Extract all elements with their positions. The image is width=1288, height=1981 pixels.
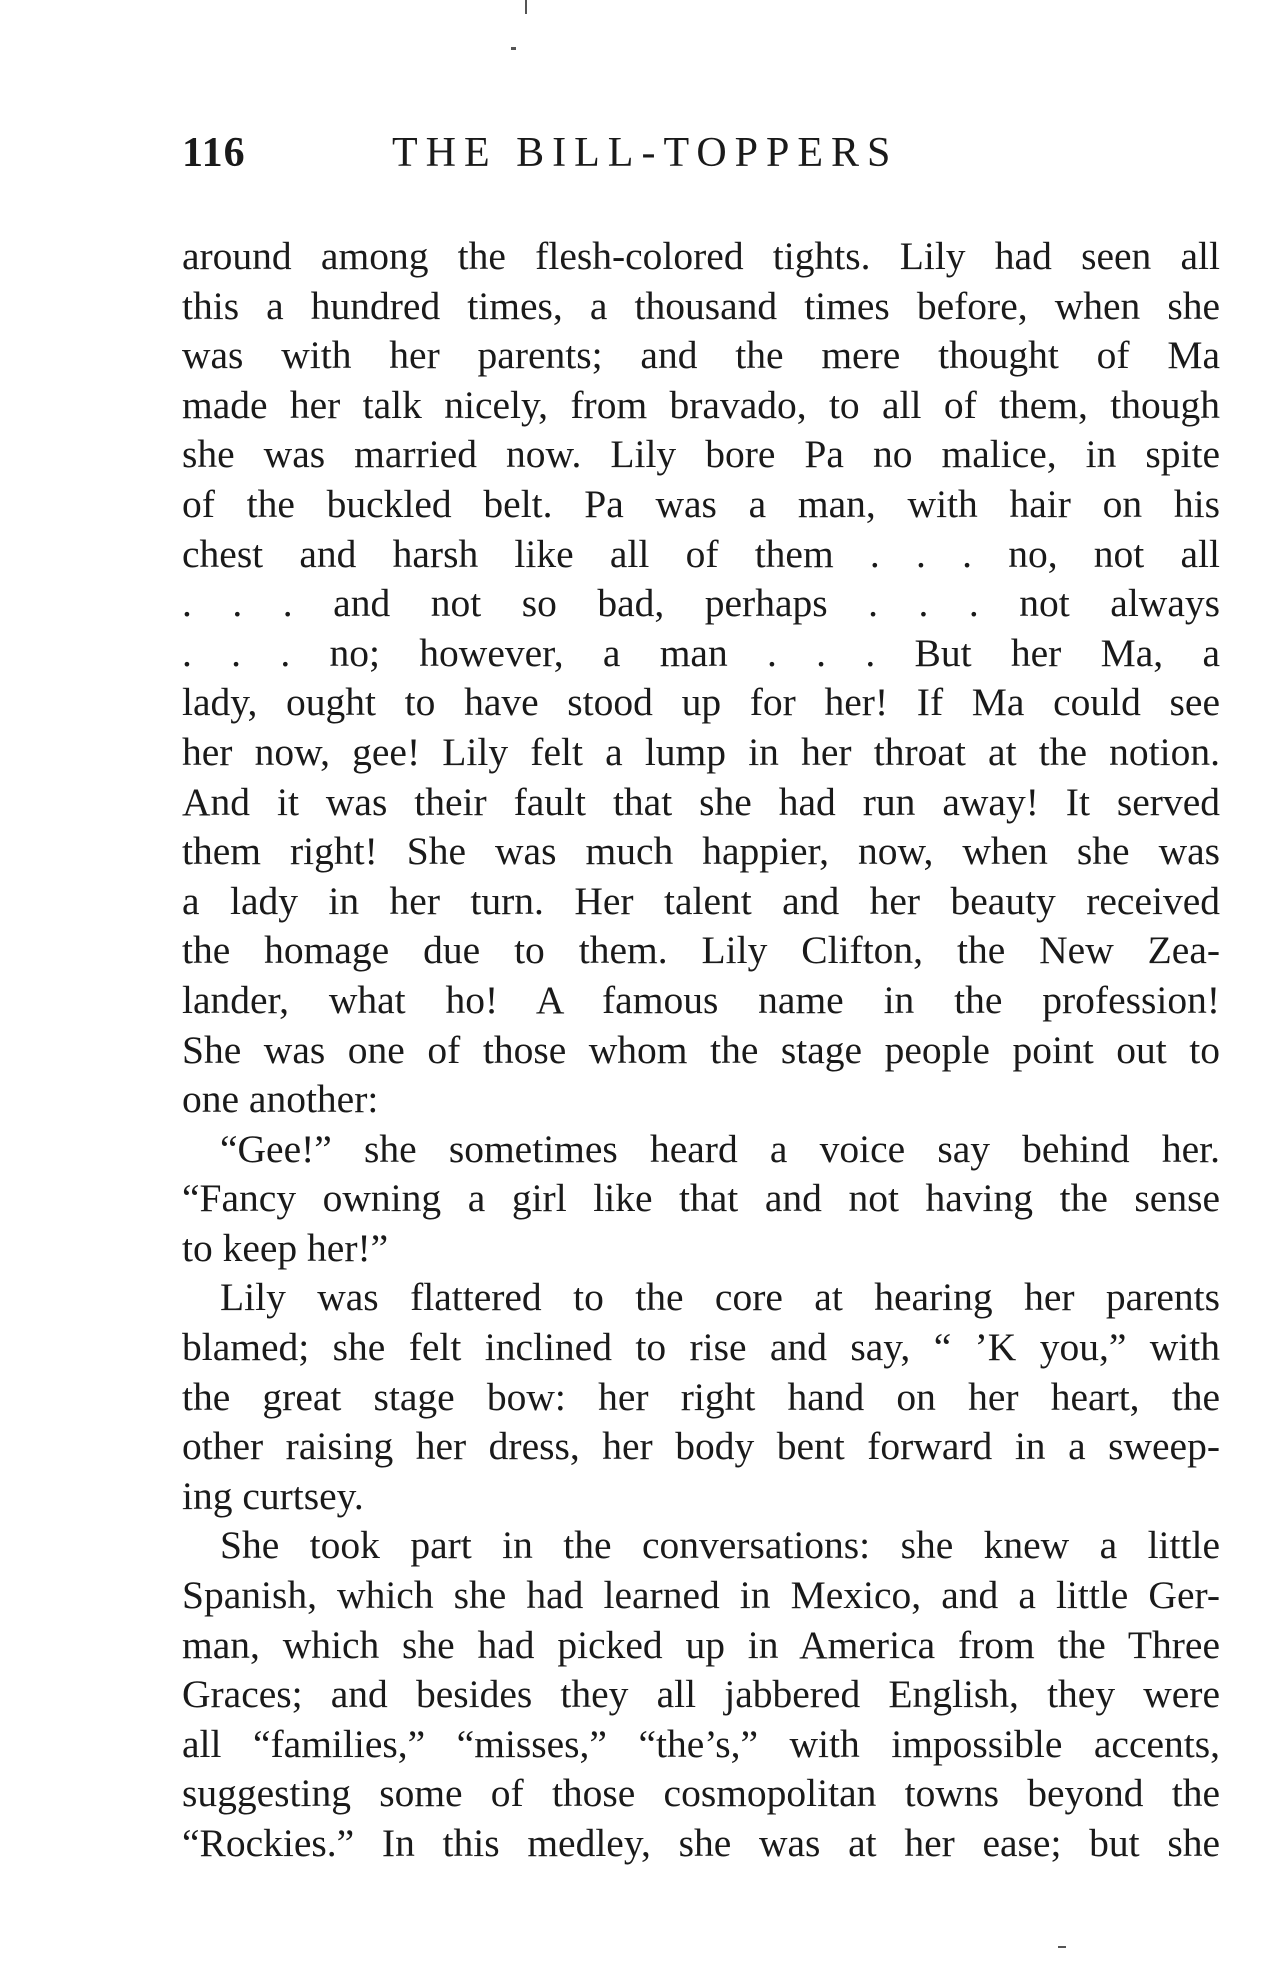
- scan-mark-dot: [511, 47, 516, 50]
- text-line: a lady in her turn. Her talent and her beauty received: [182, 878, 1220, 923]
- text-line: blamed; she felt inclined to rise and say, “ ’K you,” with: [182, 1325, 1220, 1370]
- text-line: lander, what ho! A famous name in the profession!: [182, 977, 1220, 1022]
- text-line: the homage due to them. Lily Clifton, the New Zea-: [182, 928, 1220, 973]
- text-line: “Gee!” she sometimes heard a voice say behind her.: [220, 1126, 1220, 1171]
- text-line: Graces; and besides they all jabbered English, they were: [182, 1672, 1220, 1717]
- text-line: one another:: [182, 1077, 379, 1122]
- text-line: Lily was flattered to the core at hearing her parents: [220, 1275, 1220, 1320]
- text-line: lady, ought to have stood up for her! If Ma could see: [182, 680, 1220, 725]
- text-line: made her talk nicely, from bravado, to all of them, though: [182, 382, 1220, 427]
- text-line: of the buckled belt. Pa was a man, with hair on his: [182, 481, 1220, 526]
- text-line: “Rockies.” In this medley, she was at her ease; but she: [182, 1821, 1220, 1865]
- running-title: THE BILL-TOPPERS: [392, 130, 899, 176]
- text-line: suggesting some of those cosmopolitan towns beyond the: [182, 1771, 1220, 1816]
- running-head: [182, 128, 1232, 178]
- text-line: man, which she had picked up in America from the Three: [182, 1622, 1220, 1667]
- scan-mark-top: [525, 0, 527, 14]
- text-line: other raising her dress, her body bent forward in a sweep-: [182, 1424, 1220, 1469]
- page-number: 116: [182, 130, 246, 176]
- text-line: her now, gee! Lily felt a lump in her throat at the notion.: [182, 729, 1220, 774]
- text-line: to keep her!”: [182, 1225, 389, 1270]
- text-line: this a hundred times, a thousand times before, when she: [182, 283, 1220, 328]
- text-line: all “families,” “misses,” “the’s,” with impossible accents,: [182, 1721, 1220, 1766]
- text-line: chest and harsh like all of them . . . no, not all: [182, 531, 1220, 576]
- text-line: And it was their fault that she had run away! It served: [182, 779, 1220, 824]
- text-line: them right! She was much happier, now, when she was: [182, 829, 1220, 874]
- text-line: She took part in the conversations: she knew a little: [220, 1523, 1220, 1568]
- text-line: . . . no; however, a man . . . But her Ma, a: [182, 630, 1220, 675]
- text-line: . . . and not so bad, perhaps . . . not always: [182, 581, 1220, 626]
- text-line: ing curtsey.: [182, 1473, 364, 1518]
- text-line: Spanish, which she had learned in Mexico, and a little Ger-: [182, 1573, 1220, 1618]
- text-line: was with her parents; and the mere thought of Ma: [182, 333, 1220, 378]
- scan-mark-bottom: [1058, 1946, 1066, 1948]
- body-text: [182, 232, 1220, 1869]
- text-line: around among the flesh-colored tights. Lily had seen all: [182, 234, 1220, 278]
- text-line: She was one of those whom the stage people point out to: [182, 1027, 1220, 1072]
- text-line: the great stage bow: her right hand on her heart, the: [182, 1374, 1220, 1419]
- text-line: she was married now. Lily bore Pa no malice, in spite: [182, 432, 1220, 477]
- text-line: “Fancy owning a girl like that and not having the sense: [182, 1176, 1220, 1221]
